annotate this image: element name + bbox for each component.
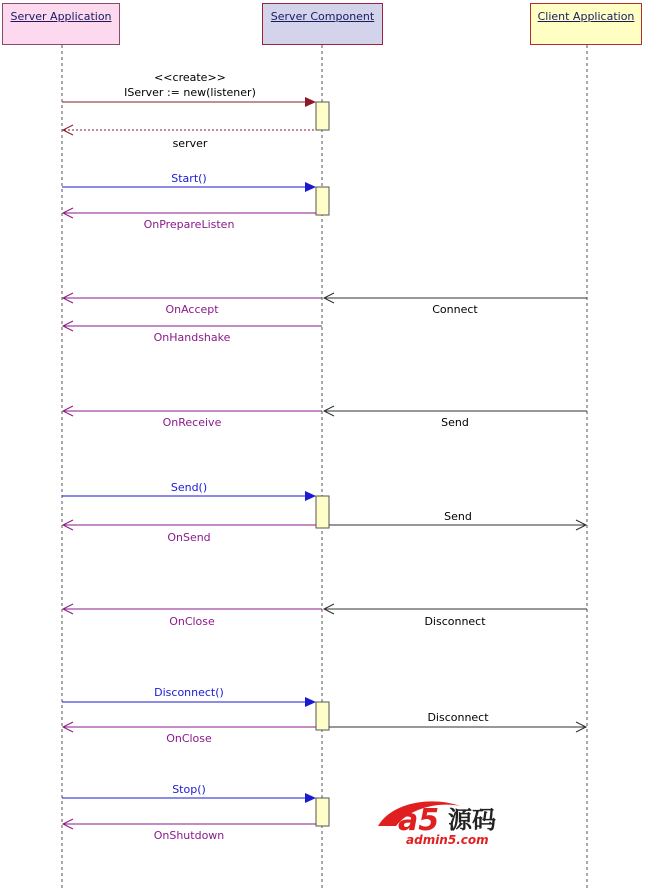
activation-create: [316, 102, 329, 130]
watermark-brand: a5: [398, 803, 440, 838]
label-on-close-2: OnClose: [166, 732, 212, 745]
label-on-close-1: OnClose: [169, 615, 215, 628]
arrowhead-stop: [305, 793, 316, 803]
arrowhead-start: [305, 182, 316, 192]
label-disconnect-in: Disconnect: [424, 615, 486, 628]
label-disconnect-call: Disconnect(): [154, 686, 224, 699]
label-create-call: IServer := new(listener): [124, 86, 256, 99]
participant-label: Server Application: [10, 10, 112, 23]
label-on-receive: OnReceive: [162, 416, 222, 429]
label-on-prepare-listen: OnPrepareListen: [143, 218, 235, 231]
arrowhead-create: [305, 97, 316, 107]
label-on-accept: OnAccept: [165, 303, 219, 316]
label-send-in: Send: [441, 416, 469, 429]
label-connect: Connect: [432, 303, 478, 316]
participant-label: Client Application: [537, 10, 635, 23]
label-send-out: Send: [444, 510, 472, 523]
participant-label: Server Component: [270, 10, 375, 23]
label-on-shutdown: OnShutdown: [153, 829, 225, 842]
label-start: Start(): [171, 172, 207, 185]
arrowhead-disconnect-call: [305, 697, 316, 707]
label-create-return: server: [172, 137, 208, 150]
label-disconnect-out: Disconnect: [427, 711, 489, 724]
label-send-call: Send(): [170, 481, 208, 494]
watermark-cjk: 源码: [448, 806, 496, 834]
activation-stop: [316, 798, 329, 826]
arrowhead-send-call: [305, 491, 316, 501]
activation-start: [316, 187, 329, 215]
label-stop: Stop(): [172, 783, 206, 796]
label-on-handshake: OnHandshake: [153, 331, 231, 344]
label-create-stereotype: <<create>>: [154, 71, 226, 84]
activation-send: [316, 496, 329, 528]
watermark-domain: admin5.com: [406, 833, 489, 847]
admin5-watermark-logo: [372, 792, 512, 848]
label-on-send: OnSend: [167, 531, 211, 544]
activation-disconnect: [316, 702, 329, 730]
